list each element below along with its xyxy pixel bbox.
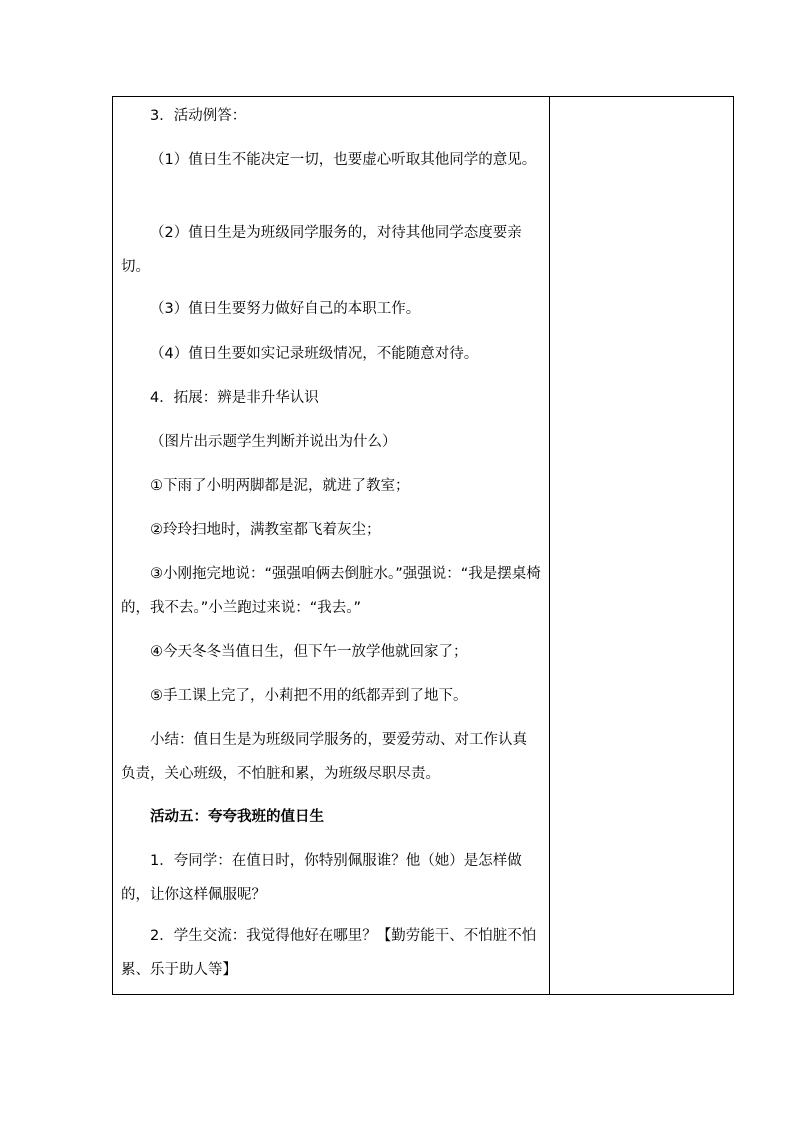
- paragraph-case-2: ②玲玲扫地时，满教室都飞着灰尘；: [150, 522, 381, 538]
- paragraph-case-1: ①下雨了小明两脚都是泥，就进了教室；: [150, 478, 410, 494]
- paragraph-answer-2: （2）值日生是为班级同学服务的，对待其他同学态度要亲切。: [121, 225, 522, 275]
- paragraph-case-4: ④今天冬冬当值日生，但下午一放学他就回家了；: [150, 644, 468, 660]
- paragraph-summary: 小结：值日生是为班级同学服务的，要爱劳动、对工作认真负责，关心班级，不怕脏和累，为班级尽职尽责。: [121, 732, 527, 782]
- paragraph-answer-1: （1）值日生不能决定一切，也要虚心听取其他同学的意见。: [150, 152, 537, 168]
- paragraph-activity-answer-heading: 3．活动例答：: [150, 108, 247, 124]
- paragraph-answer-4: （4）值日生要如实记录班级情况，不能随意对待。: [150, 346, 479, 362]
- right-cell-empty: [550, 97, 733, 994]
- paragraph-answer-3: （3）值日生要努力做好自己的本职工作。: [150, 301, 421, 317]
- paragraph-student-exchange: 2．学生交流：我觉得他好在哪里？【勤劳能干、不怕脏不怕累、乐于助人等】: [121, 928, 537, 978]
- paragraph-case-3: ③小刚拖完地说：“强强咱俩去倒脏水。”强强说：“我是摆桌椅的，我不去。”小兰跑过来说：“我去。”: [121, 566, 541, 616]
- paragraph-activity-five-heading: 活动五：夸夸我班的值日生: [150, 809, 324, 825]
- paragraph-praise-classmates: 1．夸同学：在值日时，你特别佩服谁？他（她）是怎样做的，让你这样佩服呢？: [121, 853, 522, 903]
- paragraph-case-5: ⑤手工课上完了，小莉把不用的纸都弄到了地下。: [150, 688, 468, 704]
- paragraph-extension-heading: 4．拓展：辨是非升华认识: [150, 390, 319, 406]
- lesson-table: [112, 96, 734, 995]
- paragraph-picture-instruction: （图片出示题学生判断并说出为什么）: [150, 434, 397, 450]
